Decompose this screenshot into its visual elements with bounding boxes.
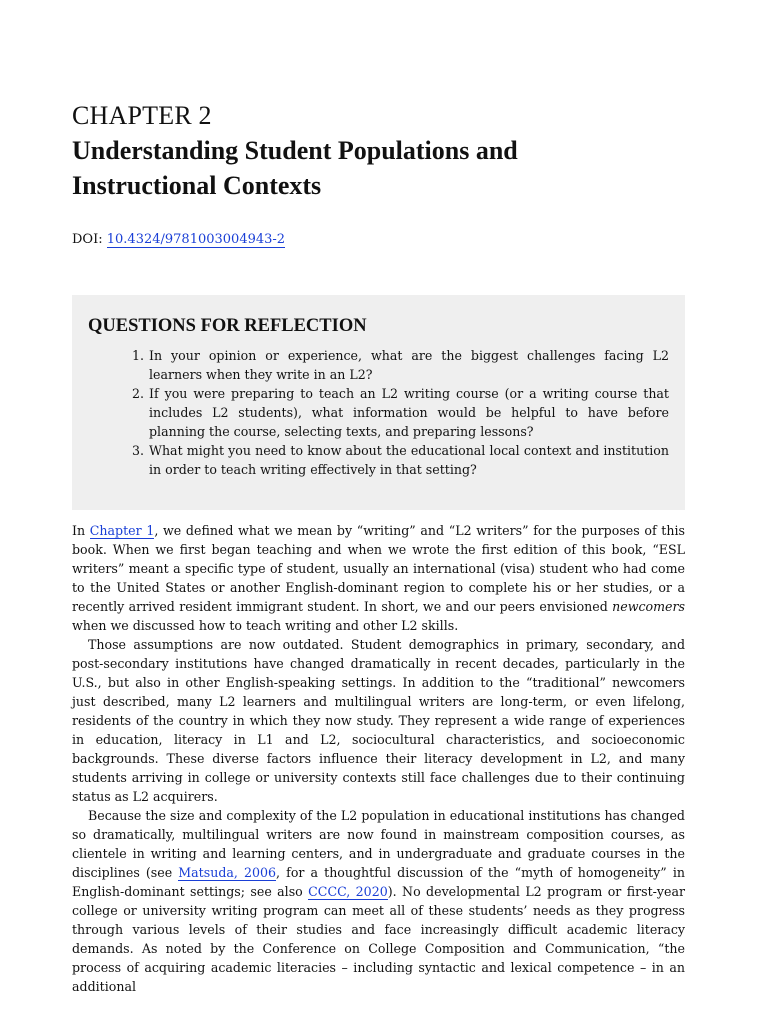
reflection-item-text: What might you need to know about the educational local context and institution in order to teach writing effectively in that setting? — [149, 443, 669, 477]
p1-text-a: , we defined what we mean by “writing” and “L2 writers” for the purposes of this book. When we first began teaching and when we wrote the first edition of this book, “ESL writers” meant a specific type of student, usually an international (visa) student who had come to the United States or another English-dominant region to complete his or her studies, or a recently arrived resident immigrant student. In short, we and our peers envisioned — [72, 523, 685, 614]
matsuda-2006-link[interactable]: Matsuda, 2006 — [178, 865, 277, 880]
chapter-label: CHAPTER 2 — [72, 101, 212, 130]
body-paragraph-1 — [72, 521, 685, 635]
reflection-item-number: 2. — [132, 386, 145, 401]
reflection-item — [132, 441, 669, 479]
p3-text-b: , for a thoughtful discussion of the “myth of homogeneity” in English-dominant settings; see also — [72, 865, 685, 899]
p3-text-c: ). No developmental L2 program or first-year college or university writing program can meet all of these students’ needs as they progress through various levels of their studies and face increasingly difficult academic literacy demands. As noted by the Conference on College Composition and Communication, “the process of acquiring academic literacies – including syntactic and lexical competence – in an additional — [72, 884, 685, 994]
body-paragraph-3 — [72, 806, 685, 996]
chapter-1-link[interactable]: Chapter 1 — [89, 523, 155, 538]
body-paragraph-2: Those assumptions are now outdated. Student demographics in primary, secondary, and post-secondary institutions have changed dramatically in recent decades, particularly in the U.S., but also in other English-speaking settings. In addition to the “traditional” newcomers just described, many L2 learners and multilingual writers are long-term, or even lifelong, residents of the country in which they now study. They represent a wide range of experiences in education, literacy in L1 and L2, sociocultural characteristics, and socioeconomic backgrounds. These diverse factors influence their literacy development in L2, and many students arriving in college or university contexts still face challenges due to their continuing status as L2 acquirers. — [72, 637, 685, 804]
reflection-item — [132, 346, 669, 384]
doi-prefix: DOI: — [72, 232, 103, 247]
p1-lead: In — [72, 523, 86, 538]
reflection-list — [132, 346, 669, 479]
p3-text-a: Because the size and complexity of the L2 population in educational institutions has changed so dramatically, multilingual writers are now found in mainstream composition courses, as clientele in writing and learning centers, and in undergraduate and graduate courses in the disciplines (see — [72, 808, 685, 880]
reflection-box — [72, 295, 685, 510]
reflection-item-text: If you were preparing to teach an L2 writing course (or a writing course that includes L2 students), what information would be helpful to have before planning the course, selecting texts, and preparing lessons? — [149, 386, 669, 439]
body-text — [72, 521, 685, 996]
p1-italic: newcomers — [612, 599, 685, 614]
p1-text-b: when we discussed how to teach writing and other L2 skills. — [72, 618, 459, 633]
doi-line — [72, 230, 285, 250]
reflection-item-number: 3. — [132, 443, 145, 458]
reflection-item-text: In your opinion or experience, what are the biggest challenges facing L2 learners when they write in an L2? — [149, 348, 669, 382]
chapter-title: Understanding Student Populations and Instructional Contexts — [72, 136, 518, 200]
cccc-2020-link[interactable]: CCCC, 2020 — [308, 884, 388, 899]
doi-link[interactable]: 10.4324/9781003004943-2 — [106, 232, 286, 247]
reflection-item-number: 1. — [132, 348, 145, 363]
reflection-item — [132, 384, 669, 441]
reflection-heading: QUESTIONS FOR REFLECTION — [88, 316, 367, 336]
